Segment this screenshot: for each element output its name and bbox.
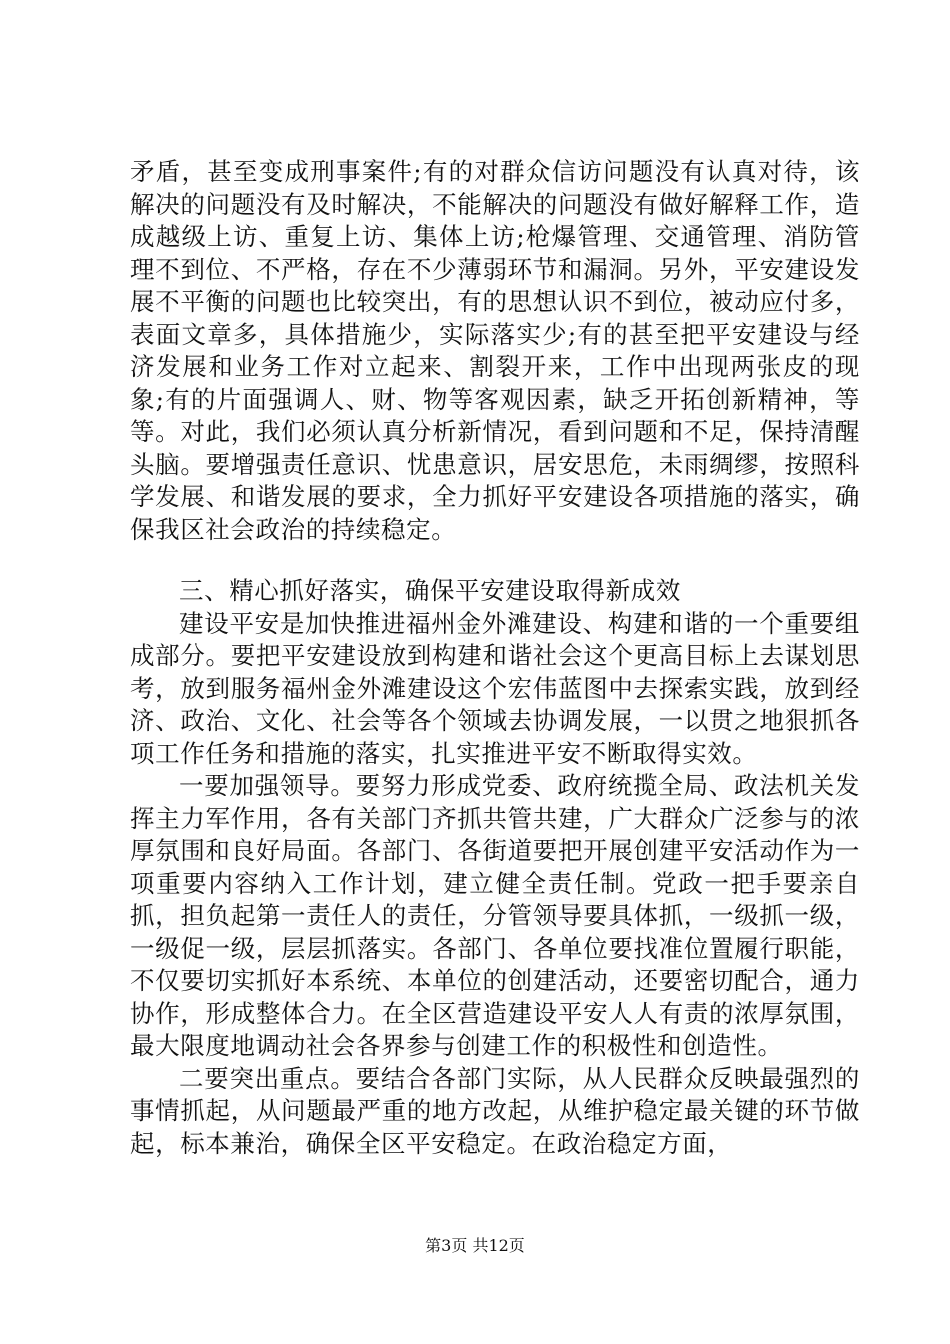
body-text — [130, 156, 860, 1160]
paragraph-intro: 建设平安是加快推进福州金外滩建设、构建和谐的一个重要组成部分。要把平安建设放到构建和谐社会这个更高目标上去谋划思考，放到服务福州金外滩建设这个宏伟蓝图中去探索实践，放到经济、政治、文化、社会等各个领域去协调发展，一以贯之地狠抓各项工作任务和措施的落实，扎实推进平安不断取得实效。 — [130, 608, 860, 768]
paragraph-focus: 二要突出重点。要结合各部门实际，从人民群众反映最强烈的事情抓起，从问题最严重的地方改起，从维护稳定最关键的环节做起，标本兼治，确保全区平安稳定。在政治稳定方面， — [130, 1063, 860, 1158]
page-number-footer: 第3页 共12页 — [425, 1236, 525, 1255]
paragraph-leadership: 一要加强领导。要努力形成党委、政府统揽全局、政法机关发挥主力军作用，各有关部门齐抓共管共建，广大群众广泛参与的浓厚氛围和良好局面。各部门、各街道要把开展创建平安活动作为一项重要内容纳入工作计划，建立健全责任制。党政一把手要亲自抓，担负起第一责任人的责任，分管领导要具体抓，一级抓一级，一级促一级，层层抓落实。各部门、各单位要找准位置履行职能，不仅要切实抓好本系统、本单位的创建活动，还要密切配合，通力协作，形成整体合力。在全区营造建设平安人人有责的浓厚氛围，最大限度地调动社会各界参与创建工作的积极性和创造性。 — [130, 771, 860, 1060]
section-gap — [130, 546, 860, 575]
paragraph-continuation: 矛盾，甚至变成刑事案件;有的对群众信访问题没有认真对待，该解决的问题没有及时解决，不能解决的问题没有做好解释工作，造成越级上访、重复上访、集体上访;枪爆管理、交通管理、消防管理不到位、不严格，存在不少薄弱环节和漏洞。另外，平安建设发展不平衡的问题也比较突出，有的思想认识不到位，被动应付多，表面文章多，具体措施少，实际落实少;有的甚至把平安建设与经济发展和业务工作对立起来、割裂开来，工作中出现两张皮的现象;有的片面强调人、财、物等客观因素，缺乏开拓创新精神，等等。对此，我们必须认真分析新情况，看到问题和不足，保持清醒头脑。要增强责任意识、忧患意识，居安思危，未雨绸缪，按照科学发展、和谐发展的要求，全力抓好平安建设各项措施的落实，确保我区社会政治的持续稳定。 — [130, 157, 860, 544]
section-heading: 三、精心抓好落实，确保平安建设取得新成效 — [179, 576, 681, 605]
